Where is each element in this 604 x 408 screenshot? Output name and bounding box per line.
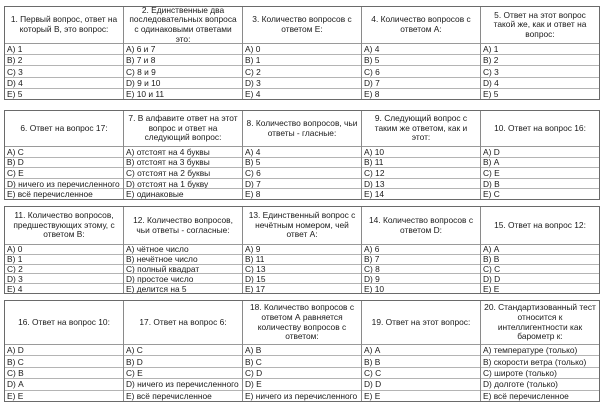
answer-option: D) отстоят на 1 букву	[124, 179, 242, 190]
answer-option: С) 2	[5, 265, 123, 275]
question-cell	[243, 301, 362, 401]
answer-option: D) E	[243, 379, 361, 390]
question-header	[243, 111, 361, 147]
question-header	[124, 301, 242, 345]
answer-option: В) 5	[362, 55, 480, 66]
answer-options	[481, 345, 599, 401]
answer-options	[243, 345, 361, 401]
answer-options	[124, 245, 242, 293]
answer-option: А) 6	[362, 245, 480, 255]
answer-option: В) 2	[481, 55, 599, 66]
answer-option: С) С	[481, 265, 599, 275]
question-cell	[124, 111, 243, 199]
answer-option: С) E	[124, 368, 242, 379]
answer-options	[5, 245, 123, 293]
question-cell	[243, 111, 362, 199]
question-text: 18. Количество вопросов с ответом А равняется количеству вопросов с ответом:	[249, 302, 355, 342]
answer-option: В) 1	[243, 55, 361, 66]
question-text: 12. Количество вопросов, чьи ответы - согласные:	[133, 214, 233, 235]
answer-option: С) E	[481, 168, 599, 179]
answer-option: D) 3	[243, 78, 361, 89]
answer-option: С) 3	[5, 66, 123, 77]
question-cell	[124, 7, 243, 99]
question-header	[124, 7, 242, 44]
question-header	[481, 7, 599, 44]
answer-option: E) 5	[7, 88, 23, 99]
question-header	[5, 207, 123, 245]
answer-option: А) В	[243, 345, 361, 356]
answer-option: С) 2	[243, 66, 361, 77]
answer-option: В) С	[5, 356, 123, 367]
answer-option: В) отстоят на 3 буквы	[124, 158, 242, 169]
question-cell	[362, 301, 481, 401]
question-text: 15. Ответ на вопрос 12:	[494, 219, 586, 230]
question-header	[124, 207, 242, 245]
question-cell	[481, 111, 599, 199]
question-header	[481, 207, 599, 245]
answer-option: С) полный квадрат	[124, 265, 242, 275]
answer-options	[243, 245, 361, 293]
answer-option: С) 6	[362, 66, 480, 77]
question-text: 3. Количество вопросов с ответом Е:	[252, 14, 352, 34]
answer-options	[124, 147, 242, 199]
question-text: 11. Количество вопросов, предшествующих этому, с ответом В:	[13, 210, 115, 240]
answer-option: D) 15	[243, 274, 361, 284]
question-header	[362, 207, 480, 245]
question-header	[481, 301, 599, 345]
question-text: 19. Ответ на этот вопрос:	[371, 316, 471, 327]
answer-option: E) всё перечисленное	[126, 390, 212, 401]
question-cell	[5, 111, 124, 199]
answer-option: А) 10	[362, 147, 480, 158]
question-cell	[362, 7, 481, 99]
answer-option: А) 4	[243, 147, 361, 158]
question-cell	[5, 207, 124, 293]
answer-option: В) 11	[362, 158, 480, 169]
answer-option: А) С	[124, 345, 242, 356]
question-text: 8. Количество вопросов, чьи ответы - гласные:	[246, 117, 358, 138]
answer-option: В) 11	[243, 255, 361, 265]
answer-option: А) D	[5, 345, 123, 356]
answer-option: D) ничего из перечисленного	[5, 179, 123, 190]
answer-option: А) 0	[5, 245, 123, 255]
answer-option: E) E	[364, 390, 381, 401]
answer-option: С) 3	[481, 66, 599, 77]
answer-options	[243, 147, 361, 199]
question-cell	[243, 7, 362, 99]
question-cell	[481, 301, 599, 401]
answer-options	[362, 44, 480, 99]
answer-option: А) А	[481, 245, 599, 255]
question-text: 20. Стандартизованный тест относится к интеллигентности как барометр к:	[484, 302, 596, 342]
question-header	[243, 7, 361, 44]
answer-option: С) 12	[362, 168, 480, 179]
question-header	[5, 301, 123, 345]
answer-options	[124, 345, 242, 401]
answer-option: А) температуре (только)	[481, 345, 599, 356]
answer-option: В) 2	[5, 55, 123, 66]
answer-option: А) 6 и 7	[124, 44, 242, 55]
answer-option: С) широте (только)	[481, 368, 599, 379]
answer-option: А) А	[362, 345, 480, 356]
question-cell	[124, 207, 243, 293]
answer-option: С) В	[5, 368, 123, 379]
answer-option: D) 7	[243, 179, 361, 190]
answer-option: D) D	[481, 274, 599, 284]
question-row	[4, 300, 600, 402]
answer-option: E) 17	[245, 284, 266, 293]
question-header	[243, 207, 361, 245]
answer-option: E) 10	[364, 284, 385, 293]
answer-option: E) 4	[245, 88, 261, 99]
question-header	[5, 7, 123, 44]
question-text: 6. Ответ на вопрос 17:	[20, 122, 108, 133]
answer-option: А) 1	[5, 44, 123, 55]
answer-options	[481, 245, 599, 293]
question-text: 9. Следующий вопрос с таким же ответом, как и этот:	[374, 113, 468, 143]
answer-option: D) D	[362, 379, 480, 390]
answer-option: D) 3	[5, 274, 123, 284]
answer-option: E) всё перечисленное	[7, 189, 93, 199]
question-text: 4. Количество вопросов с ответом А:	[371, 14, 471, 34]
question-text: 1. Первый вопрос, ответ на который В, это вопрос:	[10, 14, 118, 34]
question-text: 17. Ответ на вопрос 6:	[139, 316, 227, 327]
answer-option: E) делится на 5	[126, 284, 187, 293]
question-header	[362, 7, 480, 44]
answer-option: E) 4	[7, 284, 23, 293]
answer-option: E) ничего из перечисленного	[245, 390, 358, 401]
question-header	[362, 111, 480, 147]
question-cell	[5, 301, 124, 401]
answer-option: С) С	[362, 368, 480, 379]
answer-option: E) 10 и 11	[126, 88, 165, 99]
answer-option: D) ничего из перечисленного	[124, 379, 242, 390]
question-cell	[362, 207, 481, 293]
answer-option: А) чётное число	[124, 245, 242, 255]
answer-option: D) 4	[481, 78, 599, 89]
answer-option: В) 5	[243, 158, 361, 169]
answer-option: В) D	[5, 158, 123, 169]
answer-option: D) 13	[362, 179, 480, 190]
answer-options	[5, 44, 123, 99]
answer-option: С) E	[5, 168, 123, 179]
answer-options	[362, 147, 480, 199]
answer-option: С) 8 и 9	[124, 66, 242, 77]
answer-option: А) 1	[481, 44, 599, 55]
answer-option: А) 4	[362, 44, 480, 55]
answer-option: В) D	[124, 356, 242, 367]
question-row	[4, 110, 600, 200]
question-text: 16. Ответ на вопрос 10:	[18, 316, 110, 327]
question-row	[4, 6, 600, 100]
answer-option: С) D	[243, 368, 361, 379]
answer-option: В) В	[362, 356, 480, 367]
answer-option: E) E	[483, 284, 500, 293]
answer-option: D) 4	[5, 78, 123, 89]
question-header	[124, 111, 242, 147]
answer-option: E) одинаковые	[126, 189, 184, 199]
answer-option: E) С	[483, 189, 500, 199]
answer-options	[481, 147, 599, 199]
answer-option: В) С	[243, 356, 361, 367]
answer-option: В) 7 и 8	[124, 55, 242, 66]
answer-option: D) 9 и 10	[124, 78, 242, 89]
answer-option: В) скорости ветра (только)	[481, 356, 599, 367]
answer-option: С) 13	[243, 265, 361, 275]
question-header	[362, 301, 480, 345]
question-row	[4, 206, 600, 294]
answer-options	[362, 345, 480, 401]
question-text: 13. Единственный вопрос с нечётным номером, чей ответ А:	[248, 210, 356, 240]
answer-option: E) E	[7, 390, 24, 401]
answer-option: D) А	[5, 379, 123, 390]
question-text: 14. Количество вопросов с ответом D:	[368, 214, 474, 235]
question-header	[5, 111, 123, 147]
answer-option: С) 6	[243, 168, 361, 179]
answer-option: D) 7	[362, 78, 480, 89]
answer-option: E) 5	[483, 88, 499, 99]
answer-options	[124, 44, 242, 99]
question-header	[243, 301, 361, 345]
answer-option: А) D	[481, 147, 599, 158]
answer-option: В) нечётное число	[124, 255, 242, 265]
answer-option: E) 8	[364, 88, 380, 99]
answer-option: D) долготе (только)	[481, 379, 599, 390]
answer-option: D) 9	[362, 274, 480, 284]
answer-option: D) В	[481, 179, 599, 190]
question-text: 2. Единственные два последовательных вопроса с одинаковыми ответами это:	[129, 7, 237, 44]
question-text: 10. Ответ на вопрос 16:	[494, 122, 586, 133]
question-cell	[243, 207, 362, 293]
answer-option: А) 9	[243, 245, 361, 255]
question-text: 5. Ответ на этот вопрос такой же, как и ответ на вопрос:	[493, 9, 587, 39]
answer-option: E) 8	[245, 189, 261, 199]
question-cell	[362, 111, 481, 199]
question-cell	[481, 207, 599, 293]
question-text: 7. В алфавите ответ на этот вопрос и ответ на следующий вопрос:	[128, 113, 238, 143]
answer-option: С) отстоят на 2 буквы	[124, 168, 242, 179]
question-header	[481, 111, 599, 147]
answer-options	[362, 245, 480, 293]
question-cell	[124, 301, 243, 401]
answer-option: В) 7	[362, 255, 480, 265]
answer-option: С) 8	[362, 265, 480, 275]
answer-option: В) В	[481, 255, 599, 265]
answer-options	[243, 44, 361, 99]
answer-option: А) С	[5, 147, 123, 158]
question-cell	[5, 7, 124, 99]
answer-option: В) А	[481, 158, 599, 169]
answer-options	[5, 147, 123, 199]
answer-options	[5, 345, 123, 401]
answer-option: E) 14	[364, 189, 385, 199]
question-cell	[481, 7, 599, 99]
answer-options	[481, 44, 599, 99]
answer-option: В) 1	[5, 255, 123, 265]
answer-option: А) 0	[243, 44, 361, 55]
answer-option: D) простое число	[124, 274, 242, 284]
answer-option: А) отстоят на 4 буквы	[124, 147, 242, 158]
answer-option: E) всё перечисленное	[483, 390, 569, 401]
